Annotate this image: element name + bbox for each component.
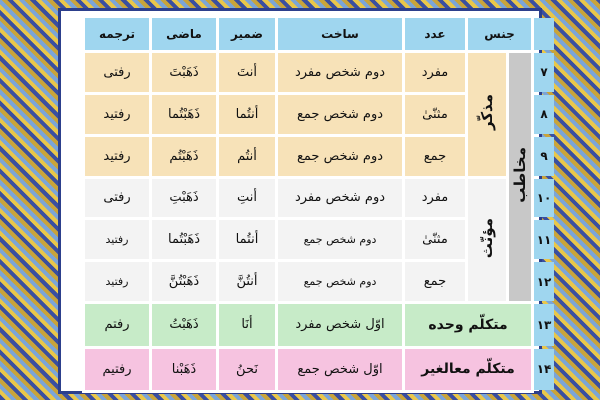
- cell-tarjome: رفتید: [85, 137, 149, 176]
- header-sakht: ساخت: [278, 18, 402, 50]
- header-zamir: ضمیر: [219, 18, 275, 50]
- row-number: ۱۱: [534, 220, 554, 259]
- cell-label: متکلّم معالغیر: [405, 349, 531, 391]
- cell-tarjome: رفتید: [85, 262, 149, 301]
- group-mozakkar: [468, 53, 506, 176]
- row-number: ۷: [534, 53, 554, 92]
- cell-adad: مثنّیٰ: [405, 95, 465, 134]
- cell-adad: مثنّیٰ: [405, 220, 465, 259]
- cell-sakht: اوّل شخص مفرد: [278, 304, 402, 345]
- cell-adad: جمع: [405, 262, 465, 301]
- cell-adad: جمع: [405, 137, 465, 176]
- header-tarjome: ترجمه: [85, 18, 149, 50]
- cell-tarjome: رفتید: [85, 95, 149, 134]
- table-row: [85, 179, 554, 218]
- cell-mazi: ذَهَبْتُم: [152, 137, 216, 176]
- group-moannas-label: مؤنّث: [478, 217, 496, 258]
- group-mozakkar-label: مذکّر: [478, 94, 496, 131]
- row-number: ۸: [534, 95, 554, 134]
- group-mokhatab-label: مخاطب: [511, 147, 530, 203]
- cell-zamir: أنَا: [219, 304, 275, 345]
- cell-zamir: أنتِ: [219, 179, 275, 218]
- table-row: [85, 304, 554, 345]
- cell-adad: مفرد: [405, 179, 465, 218]
- header-jins: جنس: [468, 18, 531, 50]
- cell-mazi: ذَهَبْتِ: [152, 179, 216, 218]
- cell-mazi: ذَهَبْتُ: [152, 304, 216, 345]
- cell-mazi: ذَهَبْنا: [152, 349, 216, 391]
- cell-zamir: أنتَ: [219, 53, 275, 92]
- cell-sakht: دوم شخص جمع: [278, 137, 402, 176]
- table-row: [85, 53, 554, 92]
- cell-tarjome: رفتم: [85, 304, 149, 345]
- cell-tarjome: رفتی: [85, 53, 149, 92]
- row-number: ۱۰: [534, 179, 554, 218]
- cell-zamir: أنتُم: [219, 137, 275, 176]
- row-number: ۱۴: [534, 349, 554, 391]
- header-row: [85, 18, 554, 50]
- cell-zamir: نَحنُ: [219, 349, 275, 391]
- row-number: ۱۳: [534, 304, 554, 345]
- cell-sakht: دوم شخص جمع: [278, 95, 402, 134]
- row-number: ۱۲: [534, 262, 554, 301]
- header-num: [534, 18, 554, 50]
- cell-label: متکلّم وحده: [405, 304, 531, 345]
- row-number: ۹: [534, 137, 554, 176]
- cell-tarjome: رفتید: [85, 220, 149, 259]
- cell-mazi: ذَهَبْتُنَّ: [152, 262, 216, 301]
- cell-mazi: ذَهَبْتُما: [152, 220, 216, 259]
- cell-sakht: دوم شخص مفرد: [278, 179, 402, 218]
- header-mazi: ماضی: [152, 18, 216, 50]
- conjugation-table-wrap: [82, 15, 552, 393]
- cell-zamir: أنتُنَّ: [219, 262, 275, 301]
- cell-zamir: أنتُما: [219, 220, 275, 259]
- cell-mazi: ذَهَبْتُما: [152, 95, 216, 134]
- cell-tarjome: رفتیم: [85, 349, 149, 391]
- header-adad: عدد: [405, 18, 465, 50]
- cell-adad: مفرد: [405, 53, 465, 92]
- cell-sakht: دوم شخص جمع: [278, 220, 402, 259]
- cell-sakht: دوم شخص مفرد: [278, 53, 402, 92]
- group-moannas: [468, 179, 506, 302]
- cell-sakht: دوم شخص جمع: [278, 262, 402, 301]
- group-mokhatab: [509, 53, 531, 301]
- cell-zamir: أنتُما: [219, 95, 275, 134]
- cell-sakht: اوّل شخص جمع: [278, 349, 402, 391]
- conjugation-table: [82, 15, 557, 393]
- cell-tarjome: رفتی: [85, 179, 149, 218]
- cell-mazi: ذَهَبْتَ: [152, 53, 216, 92]
- table-row: [85, 349, 554, 391]
